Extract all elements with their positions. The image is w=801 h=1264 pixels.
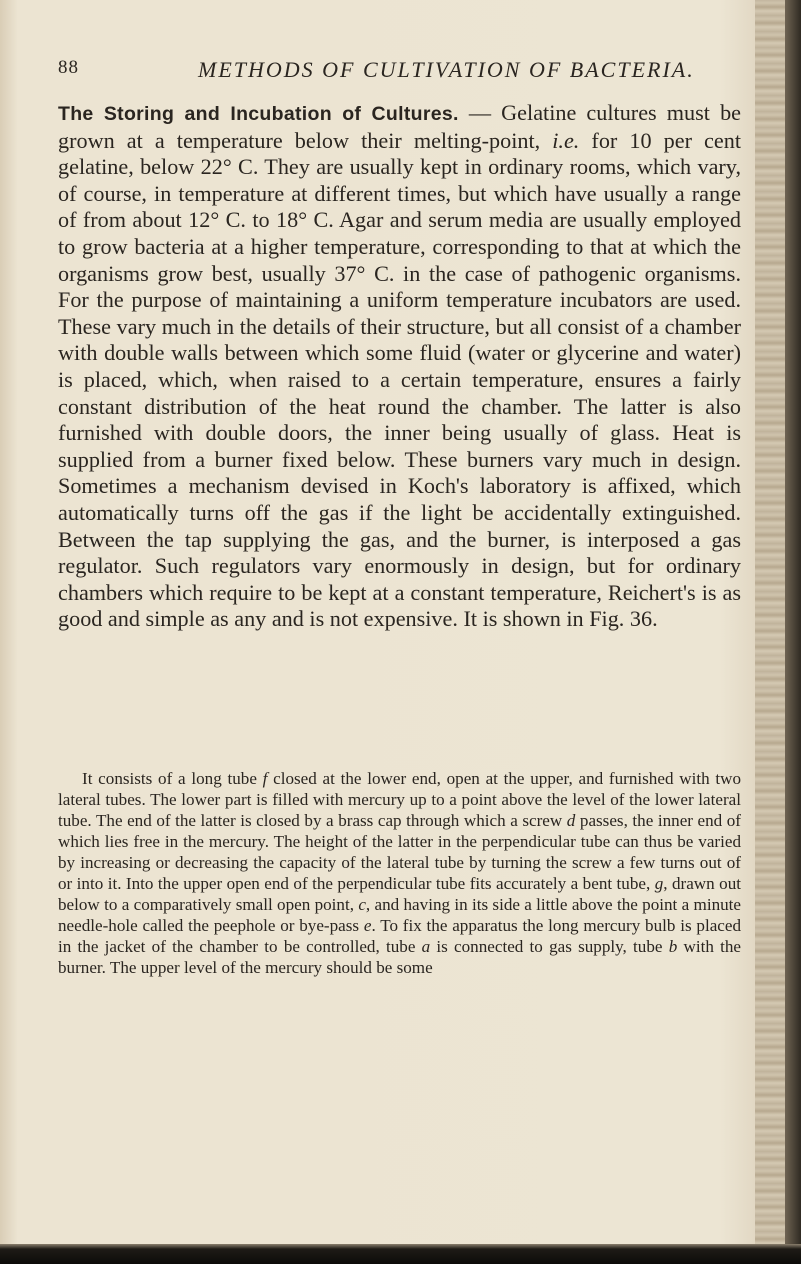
label-g: g [654,874,664,893]
desc-text: . To fix the apparatus the long mercury bulb is placed in the jacket of the chamber to be controlled, tube [58,916,741,956]
italic-ie: i.e. [552,127,580,153]
label-c: c [358,895,366,914]
main-paragraph [58,100,741,633]
page-number: 88 [58,57,79,78]
label-d: d [566,811,576,830]
label-b: b [668,937,678,956]
desc-text: , and having in its side a little above the point a minute needle-hole called the peephole or bye-pass [58,895,741,935]
paragraph-text-2: for 10 per cent gelatine, below 22° C. They are usually kept in ordinary rooms, which vary, of course, in temperature at different times, but which have usually a range of from about 12° C. to 18° C. Agar and serum media are usually employed to grow bacteria at a higher temperature, corresponding to that at which the organisms grow best, usually 37° C. in the case of pathogenic organisms. For the purpose of maintaining a uniform temperature incubators are used. These vary much in the details of their structure, but all consist of a chamber with double walls between which some fluid (water or glycerine and water) is placed, which, when raised to a certain temperature, ensures a fairly constant distribution of the heat round the chamber. The latter is also furnished with double doors, the inner being usually of glass. Heat is supplied from a burner fixed below. These burners vary much in design. Sometimes a mechanism devised in Koch's laboratory is affixed, which automatically turns off the gas if the light be accidentally extinguished. Between the tap supplying the gas, and the burner, is interposed a gas regulator. Such regulators vary enormously in design, but for ordinary chambers which require to be kept at a constant temperature, Reichert's is as good and simple as any and is not expensive. It is shown in Fig. 36. [58,127,742,632]
desc-text: closed at the lower end, open at the upper, and furnished with two lateral tubes. The lower part is filled with mercury up to a point above the level of the lower lateral tube. The end of the latter is closed by a brass cap through which a screw [58,769,741,830]
running-title: METHODS OF CULTIVATION OF BACTERIA. [198,57,695,82]
desc-text: passes, the inner end of which lies free in the mercury. The height of the latter in the perpendicular tube can thus be varied by increasing or decreasing the capacity of the lateral tube by turning the screw a few turns out of or into it. Into the upper open end of the perpendicular tube fits accurately a bent tube, [58,811,742,893]
description-paragraph [58,768,741,978]
label-e: e [363,916,372,935]
running-header [58,57,738,87]
desc-text: with the burner. The upper level of the mercury should be some [58,937,741,977]
scan-bottom-edge [0,1244,801,1264]
label-a: a [421,937,431,956]
label-f: f [262,769,268,788]
desc-text: is connected to gas supply, tube [430,937,669,956]
binding-edge [785,0,801,1264]
paragraph-text-1: — Gelatine cultures must be grown at a temperature below their melting-point, [58,100,742,153]
desc-text: , drawn out below to a comparatively small open point, [58,874,741,914]
section-heading: The Storing and Incubation of Cultures. [58,103,459,125]
desc-text: It consists of a long tube [82,769,263,788]
